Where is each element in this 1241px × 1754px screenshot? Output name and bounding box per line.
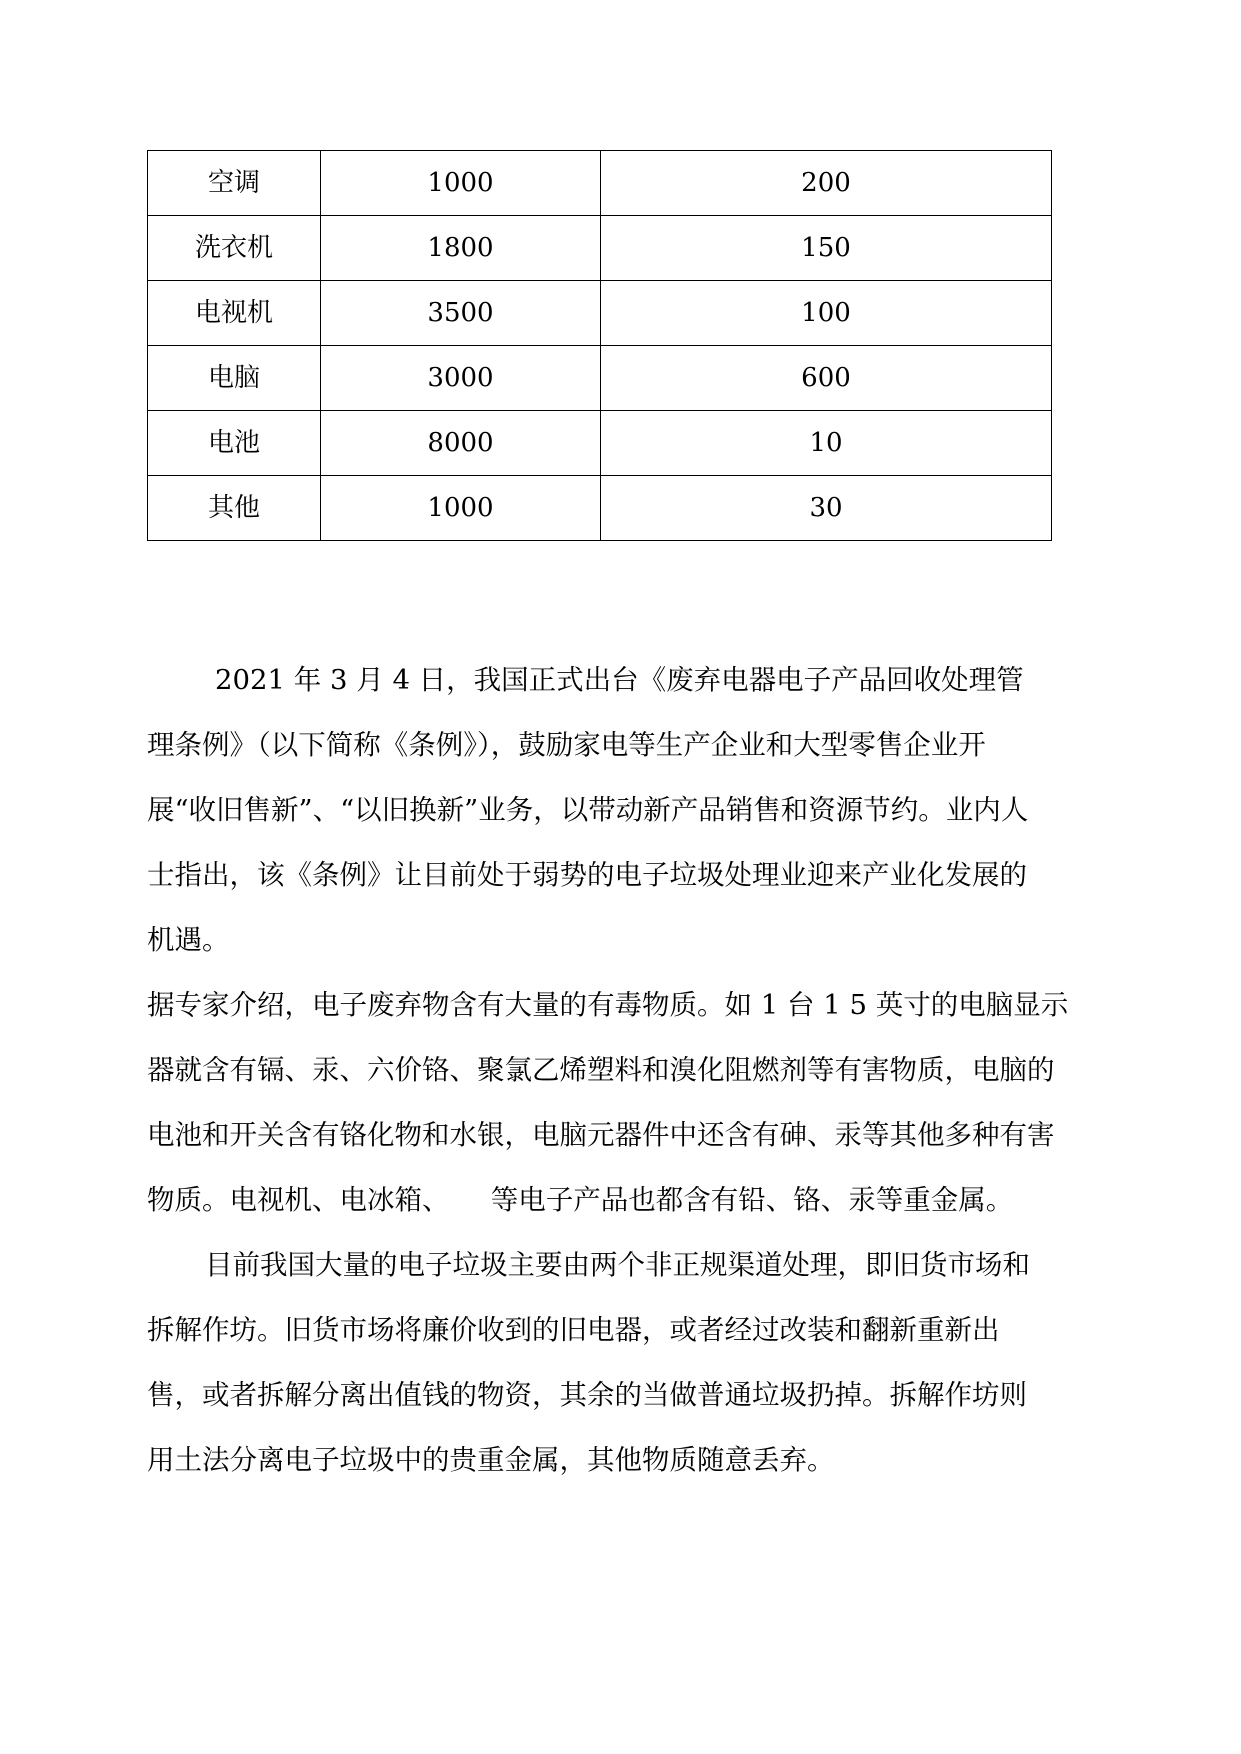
table-cell: 3000: [321, 346, 601, 411]
table-cell: 电视机: [148, 281, 321, 346]
table-cell: 1800: [321, 216, 601, 281]
table-row: [148, 216, 1052, 281]
table-cell: 150: [601, 216, 1052, 281]
table-cell: 空调: [148, 151, 321, 216]
table-row: [148, 476, 1052, 541]
table-cell: 洗衣机: [148, 216, 321, 281]
table-row: [148, 346, 1052, 411]
table-cell: 200: [601, 151, 1052, 216]
paragraph: 2021 年 3 月 4 日，我国正式出台《废弃电器电子产品回收处理管理条例》（以下简称《条例》），鼓励家电等生产企业和大型零售企业开展“收旧售新”、“以旧换新”业务，以带动新产品销售和资源节约。业内人士指出，该《条例》让目前处于弱势的电子垃圾处理业迎来产业化发展的机遇。: [147, 664, 1029, 956]
table-cell: 1000: [321, 151, 601, 216]
table-row: [148, 411, 1052, 476]
paragraph: 据专家介绍，电子废弃物含有大量的有毒物质。如 1 台 1 5 英寸的电脑显示器就含有镉、汞、六价铬、聚氯乙烯塑料和溴化阻燃剂等有害物质，电脑的电池和开关含有铬化物和水银，电脑元器件中还含有砷、汞等其他多种有害物质。电视机、电冰箱、 等电子产品也都含有铅、铬、汞等重金属。: [147, 989, 1069, 1216]
body-text: [147, 648, 1077, 1493]
table-cell: 3500: [321, 281, 601, 346]
table-row: [148, 151, 1052, 216]
data-table: [147, 150, 1052, 541]
table-cell: 电池: [148, 411, 321, 476]
table-cell: 1000: [321, 476, 601, 541]
table-cell: 30: [601, 476, 1052, 541]
table-cell: 100: [601, 281, 1052, 346]
table-cell: 10: [601, 411, 1052, 476]
table-cell: 电脑: [148, 346, 321, 411]
table-cell: 600: [601, 346, 1052, 411]
table-cell: 其他: [148, 476, 321, 541]
paragraph: 目前我国大量的电子垃圾主要由两个非正规渠道处理，即旧货市场和拆解作坊。旧货市场将廉价收到的旧电器，或者经过改装和翻新重新出售，或者拆解分离出值钱的物资，其余的当做普通垃圾扔掉。拆解作坊则用土法分离电子垃圾中的贵重金属，其他物质随意丢弃。: [147, 1249, 1030, 1476]
table-cell: 8000: [321, 411, 601, 476]
table-row: [148, 281, 1052, 346]
